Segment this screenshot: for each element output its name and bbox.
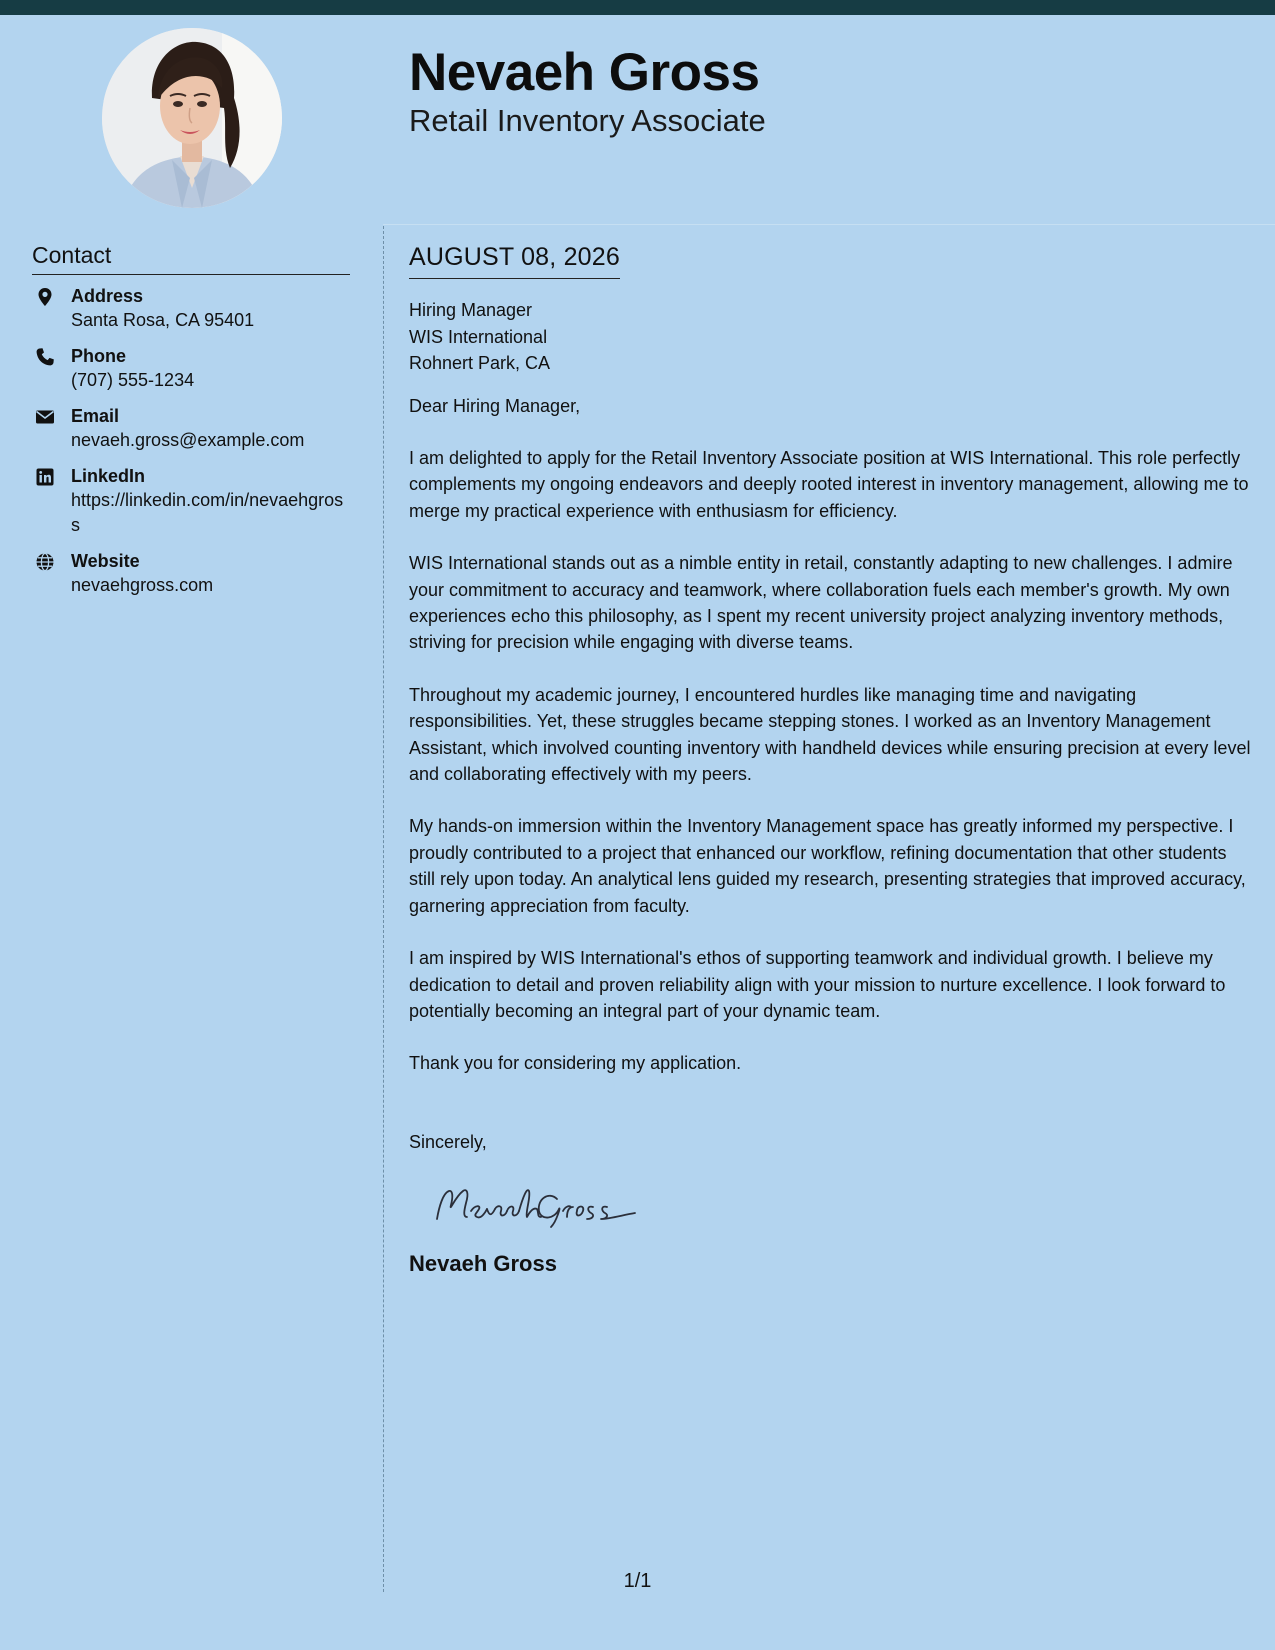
letter-paragraph: I am delighted to apply for the Retail Inventory Associate position at WIS International. This role perfectly complements my ongoing endeavors and deeply rooted interest in inventory management, allowing me to merge my practical experience with enthusiasm for efficiency. bbox=[409, 448, 1249, 521]
contact-label: Email bbox=[71, 406, 120, 426]
header-divider bbox=[383, 224, 1275, 225]
column-divider bbox=[383, 226, 384, 1592]
contact-value: https://linkedin.com/in/nevaehgross bbox=[71, 490, 344, 535]
contact-label: Address bbox=[71, 286, 144, 306]
envelope-icon bbox=[35, 407, 55, 427]
contact-label: Phone bbox=[71, 346, 127, 366]
page-number: 1/1 bbox=[623, 1570, 652, 1592]
letter-paragraph: Thank you for considering my application. bbox=[409, 1053, 742, 1074]
recipient-line: WIS International bbox=[409, 326, 548, 347]
recipient-block bbox=[409, 297, 1254, 377]
handwritten-signature bbox=[433, 1177, 653, 1231]
contact-value: nevaehgross.com bbox=[71, 575, 214, 595]
contact-heading: Contact bbox=[32, 240, 350, 275]
contact-item-address bbox=[32, 284, 352, 333]
recipient-line: Rohnert Park, CA bbox=[409, 353, 551, 373]
contact-label: LinkedIn bbox=[71, 466, 146, 486]
contact-label: Website bbox=[71, 551, 140, 571]
linkedin-icon bbox=[35, 467, 55, 487]
globe-icon bbox=[35, 552, 55, 572]
contact-item-email bbox=[32, 404, 352, 453]
top-accent-bar bbox=[0, 0, 1275, 15]
profile-photo bbox=[102, 28, 282, 208]
phone-icon bbox=[35, 347, 55, 367]
letter-paragraph: I am inspired by WIS International's ethos of supporting teamwork and individual growth. I believe my dedication to detail and proven reliability align with your mission to nurture excellence. I look forward to potentially becoming an integral part of your dynamic team. bbox=[409, 948, 1226, 1021]
contact-item-website bbox=[32, 549, 352, 598]
signed-name: Nevaeh Gross bbox=[409, 1251, 557, 1277]
contact-value: Santa Rosa, CA 95401 bbox=[71, 310, 255, 330]
salutation: Dear Hiring Manager, bbox=[409, 395, 581, 416]
contact-item-phone bbox=[32, 344, 352, 393]
letter-body bbox=[409, 240, 1254, 1279]
recipient-line: Hiring Manager bbox=[409, 300, 533, 320]
contact-list bbox=[32, 284, 352, 609]
profile-photo-illustration bbox=[102, 28, 282, 208]
letter-paragraph: My hands-on immersion within the Inventory Management space has greatly informed my perspective. I proudly contributed to a project that enhanced our workflow, refining documentation that other students still rely upon today. An analytical lens guided my research, presenting strategies that improved accuracy, garnering appreciation from faculty. bbox=[409, 816, 1246, 916]
map-pin-icon bbox=[35, 287, 55, 307]
header-job-title: Retail Inventory Associate bbox=[409, 103, 766, 138]
letter-paragraph: WIS International stands out as a nimble entity in retail, constantly adapting to new challenges. I admire your commitment to accuracy and teamwork, where collaboration fuels each member's growth. My own experiences echo this philosophy, as I spent my recent university project analyzing inventory methods, striving for precision while engaging with diverse teams. bbox=[409, 553, 1233, 653]
header-name: Nevaeh Gross bbox=[409, 43, 760, 102]
closing: Sincerely, bbox=[409, 1131, 487, 1152]
contact-value: (707) 555-1234 bbox=[71, 370, 195, 390]
contact-value: nevaeh.gross@example.com bbox=[71, 430, 305, 450]
letter-paragraph: Throughout my academic journey, I encountered hurdles like managing time and navigating responsibilities. Yet, these struggles became stepping stones. I worked as an Inventory Management Assistant, which involved counting inventory with handheld devices while ensuring precision at every level and collaborating effectively with my peers. bbox=[409, 684, 1251, 785]
letter-date: AUGUST 08, 2026 bbox=[409, 240, 620, 279]
contact-item-linkedin bbox=[32, 464, 352, 538]
